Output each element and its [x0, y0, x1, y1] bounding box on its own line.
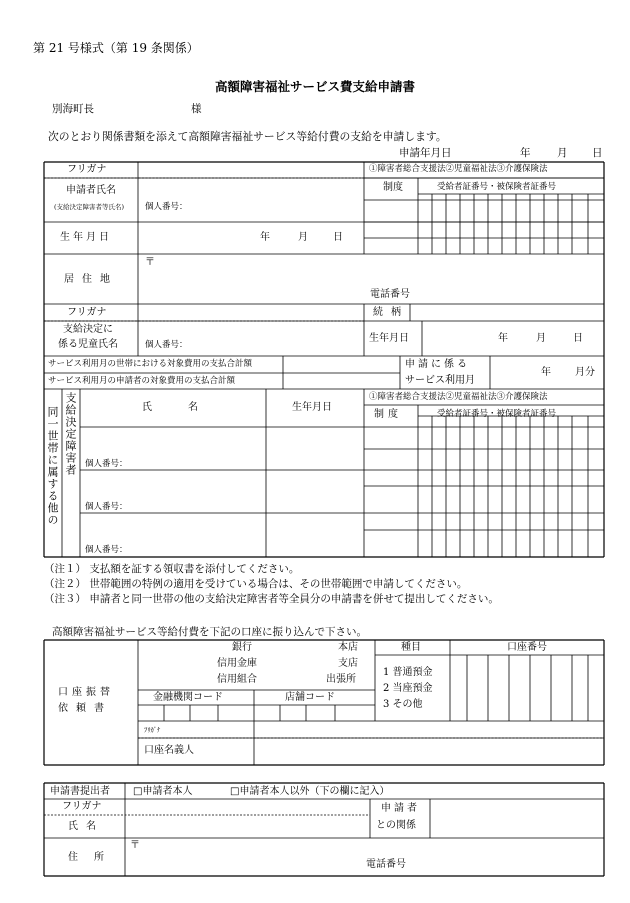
applicant-name-label: 申請者氏名: [66, 185, 116, 196]
household-personal-number-2: 個人番号：: [85, 502, 128, 512]
intro-text: 次のとおり関係書類を添えて高額障害福祉サービス等給付費の支給を申請します。: [48, 130, 447, 143]
date-day: 日: [592, 147, 603, 159]
child-birth-year: 年: [498, 333, 508, 344]
postal-mark: 〒: [145, 257, 155, 268]
bank-label-2: 依頼書: [58, 703, 112, 714]
bank-type-1: 銀行: [232, 642, 252, 653]
household-vertical-label-1: 同一世帯に属する他の: [46, 406, 59, 526]
submitter-postal-mark: 〒: [130, 840, 140, 851]
birth-year: 年: [260, 232, 270, 243]
date-label: 申請年月日: [399, 147, 452, 159]
bank-type-3: 信用組合: [217, 674, 257, 685]
note-1: （注１） 支払額を証する領収書を添付してください。: [44, 563, 300, 575]
child-birth-day: 日: [573, 333, 583, 344]
institution-code-label: 金融機関コード: [153, 692, 223, 703]
branch-type-3: 出張所: [326, 674, 356, 685]
furigana-label: フリガナ: [67, 164, 107, 175]
household-vertical-label-2: 支給決定障害者: [64, 392, 77, 476]
deposit-type-1: 1 普通預金: [383, 667, 433, 678]
deposit-type-3: 3 その他: [383, 699, 423, 710]
date-year: 年: [520, 147, 531, 159]
submitter-label: 申請書提出者: [50, 786, 110, 797]
service-month-label-1: 申請に係る: [405, 359, 470, 370]
birth-label: 生年月日: [60, 232, 112, 243]
note-3: （注３） 申請者と同一世帯の他の支給決定障害者等全員分の申請書を併せて提出してください。: [44, 593, 499, 605]
submitter-option-self[interactable]: □申請者本人: [133, 786, 193, 797]
household-birth-header: 生年月日: [292, 402, 332, 413]
submitter-relation-1: 申請者: [381, 803, 420, 814]
child-birth-month: 月: [536, 333, 546, 344]
household-system-label: 制度: [374, 409, 402, 420]
branch-type-1: 本店: [338, 642, 358, 653]
date-month: 月: [557, 147, 568, 159]
kind-header: 種目: [401, 642, 421, 653]
household-cert-label: 受給者証番号・被保険者証番号: [437, 409, 557, 419]
submitter-phone-label: 電話番号: [366, 859, 406, 870]
bank-label-1: 口座振替: [58, 687, 114, 698]
birth-day: 日: [333, 232, 343, 243]
household-personal-number-1: 個人番号：: [85, 459, 128, 469]
household-personal-number-3: 個人番号：: [85, 545, 128, 555]
child-label-1: 支給決定に: [63, 324, 113, 335]
form-number: 第 21 号様式（第 19 条関係）: [33, 41, 199, 55]
applicant-personal-number: 個人番号：: [145, 202, 188, 212]
cert-number-label: 受給者証番号・被保険者証番号: [437, 182, 557, 192]
applicant-name-sub: (支給決定障害者等氏名): [54, 203, 125, 211]
law-header: ①障害者総合支援法②児童福祉法③介護保険法: [369, 164, 548, 174]
child-birth-label: 生年月日: [369, 333, 409, 344]
submitter-name-label: 氏名: [68, 821, 104, 832]
form-title: 高額障害福祉サービス費支給申請書: [214, 79, 415, 94]
honorific: 様: [191, 103, 202, 115]
branch-code-label: 店舗コード: [285, 692, 335, 703]
branch-type-2: 支店: [338, 658, 358, 669]
addressee: 別海町長: [52, 103, 94, 115]
deposit-type-2: 2 当座預金: [383, 683, 433, 694]
service-month-label-2: サービス利用月: [405, 375, 475, 386]
submitter-furigana-label: フリガナ: [62, 801, 102, 812]
household-name-header: 氏名: [142, 402, 234, 413]
submitter-address-label: 住所: [68, 852, 120, 863]
child-label-2: 係る児童氏名: [58, 339, 118, 350]
child-personal-number: 個人番号：: [145, 340, 188, 350]
holder-label: 口座名義人: [144, 745, 194, 756]
submitter-option-other[interactable]: □申請者本人以外（下の欄に記入）: [230, 786, 390, 797]
phone-label: 電話番号: [370, 289, 410, 300]
submitter-relation-2: との関係: [376, 820, 416, 831]
child-furigana-label: フリガナ: [67, 307, 107, 318]
bank-intro: 高額障害福祉サービス等給付費を下記の口座に振り込んで下さい。: [52, 626, 367, 638]
relation-label: 続柄: [373, 307, 409, 318]
service-year: 年: [541, 367, 551, 378]
household-total-label: サービス利用月の世帯における対象費用の支払合計額: [48, 359, 253, 369]
bank-furigana-label: ﾌﾘｶﾞﾅ: [144, 726, 161, 734]
bank-type-2: 信用金庫: [217, 658, 257, 669]
note-2: （注２） 世帯範囲の特例の適用を受けている場合は、その世帯範囲で申請してください。: [44, 578, 468, 590]
service-month: 月分: [575, 367, 595, 378]
system-label: 制度: [383, 182, 403, 193]
account-header: 口座番号: [507, 642, 547, 653]
applicant-total-label: サービス利用月の申請者の対象費用の支払合計額: [48, 376, 236, 386]
birth-month: 月: [298, 232, 308, 243]
household-law-header: ①障害者総合支援法②児童福祉法③介護保険法: [369, 392, 548, 402]
address-label: 居住地: [64, 274, 118, 285]
